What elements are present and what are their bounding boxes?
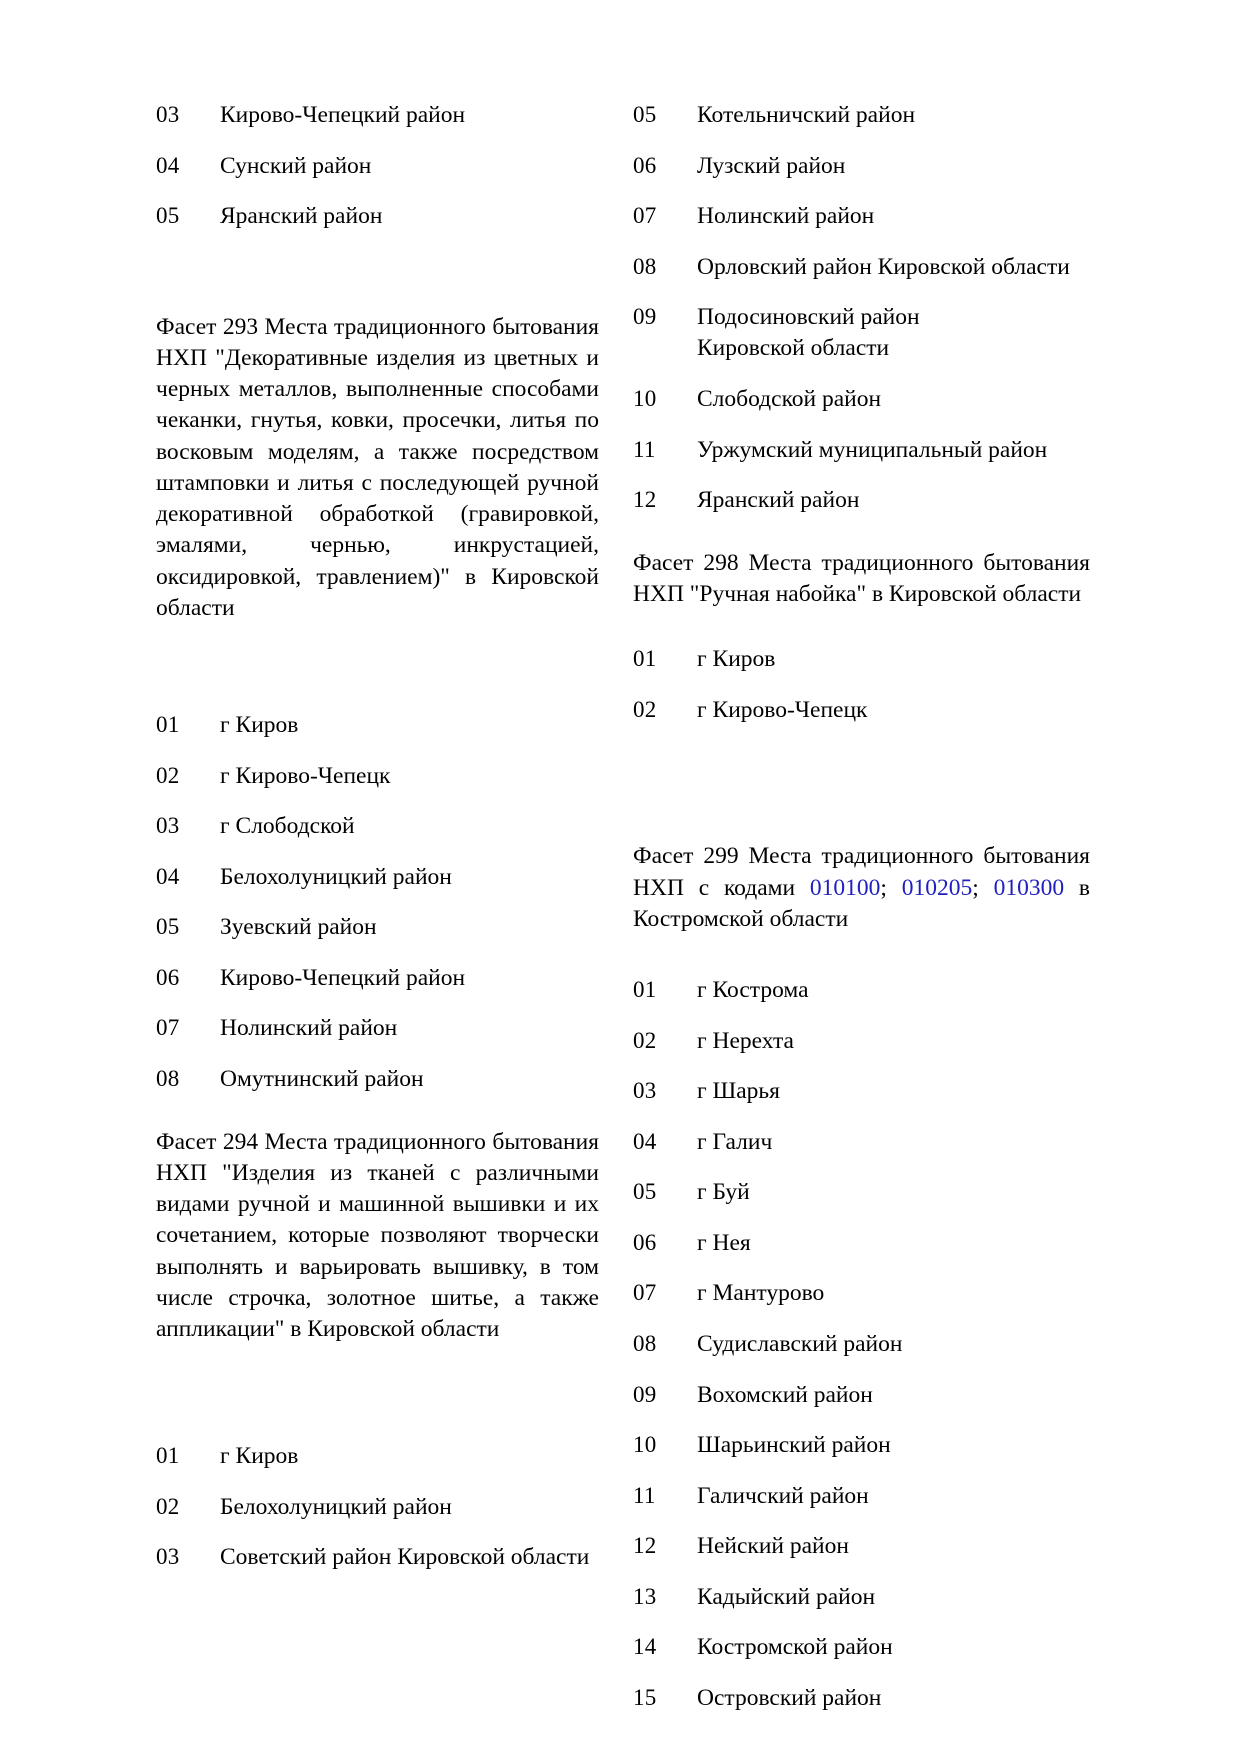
item-code: 06	[633, 152, 657, 178]
item-code: 12	[633, 487, 657, 513]
list-item	[633, 1430, 1090, 1461]
spacer	[633, 935, 1090, 975]
item-code: 02	[633, 696, 657, 722]
item-code: 10	[633, 386, 657, 412]
facet-299-heading	[633, 841, 1090, 935]
item-code: 01	[156, 1443, 180, 1469]
item-code: 11	[633, 436, 656, 462]
item-code: 12	[633, 1533, 657, 1559]
item-code: 11	[633, 1482, 656, 1508]
item-name: г Киров	[697, 646, 776, 673]
item-code: 04	[633, 1128, 657, 1154]
item-code: 02	[633, 1027, 657, 1053]
list-item	[633, 1582, 1090, 1613]
list-item	[156, 811, 599, 842]
list-item	[633, 1228, 1090, 1259]
item-name: Нолинский район	[697, 203, 875, 230]
nhp-code-1: 010100	[809, 874, 881, 901]
item-name: г Слободской	[220, 813, 355, 840]
list-item	[156, 963, 599, 994]
item-code: 05	[633, 1179, 657, 1205]
list-item	[633, 252, 1090, 283]
list-item	[156, 862, 599, 893]
item-code: 03	[633, 1078, 657, 1104]
item-name: г Нея	[697, 1229, 751, 1256]
list-item	[156, 761, 599, 792]
item-name: Яранский район	[220, 203, 383, 230]
item-name: Советский район Кировской области	[220, 1544, 590, 1571]
spacer	[633, 536, 1090, 548]
facet-294-heading: Фасет 294 Места традиционного бытования НХП "Изделия из тканей с различными видами ручной и машинной вышивки и их сочетанием, которые позволяют творчески выполнять и варьировать вышивку, в том числе строчка, золотное шитье, а также аппликации" в Кировской области	[156, 1128, 599, 1343]
item-name: Кадыйский район	[697, 1583, 876, 1610]
list-item	[633, 1177, 1090, 1208]
list-item	[633, 435, 1090, 466]
nhp-code-2: 010205	[901, 874, 973, 901]
item-name: Костромской район	[697, 1634, 893, 1661]
spacer	[633, 745, 1090, 841]
item-name: Белохолуницкий район	[220, 1493, 452, 1520]
item-name: Нолинский район	[220, 1015, 398, 1042]
item-name: Котельничский район	[697, 102, 916, 128]
item-code: 05	[156, 203, 180, 229]
item-code: 02	[156, 1493, 180, 1519]
item-code: 02	[156, 762, 180, 788]
item-code: 09	[633, 304, 657, 330]
item-name: г Киров	[220, 1443, 299, 1470]
facet-299-separator-1: ;	[880, 874, 902, 901]
item-name: г Кострома	[697, 977, 809, 1004]
list-item	[633, 1127, 1090, 1158]
spacer	[156, 1345, 599, 1441]
item-name: Уржумский муниципальный район	[697, 436, 1048, 463]
list-item	[633, 1076, 1090, 1107]
facet-299-separator-2: ;	[972, 874, 994, 901]
item-name: г Мантурово	[697, 1280, 825, 1307]
list-item	[156, 151, 599, 182]
item-code: 15	[633, 1684, 657, 1710]
list-item	[633, 975, 1090, 1006]
list-item	[156, 1064, 599, 1095]
item-code: 03	[156, 1544, 180, 1570]
item-code: 10	[633, 1432, 657, 1458]
facet-298-heading: Фасет 298 Места традиционного бытования НХП "Ручная набойка" в Кировской области	[633, 549, 1090, 608]
item-code: 14	[633, 1634, 657, 1660]
list-item	[156, 1542, 599, 1573]
list-item	[633, 1683, 1090, 1714]
item-name: Подосиновский район Кировской области	[697, 304, 920, 362]
item-name: г Галич	[697, 1128, 773, 1155]
item-name: Нейский район	[697, 1533, 849, 1560]
item-name: Судиславский район	[697, 1331, 903, 1358]
item-code: 03	[156, 102, 180, 127]
list-item	[156, 710, 599, 741]
item-code: 09	[633, 1381, 657, 1407]
item-name: Лузский район	[697, 152, 846, 179]
list-item	[633, 1531, 1090, 1562]
item-name: г Нерехта	[697, 1027, 794, 1054]
item-code: 06	[633, 1229, 657, 1255]
item-code: 08	[633, 253, 657, 279]
item-code: 01	[156, 712, 180, 738]
right-column	[623, 100, 1090, 1733]
item-code: 05	[633, 102, 657, 127]
item-code: 07	[156, 1015, 180, 1041]
item-name: г Шарья	[697, 1078, 780, 1105]
left-column	[156, 100, 623, 1593]
list-item	[633, 695, 1090, 726]
facet-299-suffix: в Костромской области	[633, 874, 1090, 932]
item-code: 08	[156, 1065, 180, 1091]
item-name: Кирово-Чепецкий район	[220, 102, 466, 128]
item-code: 06	[156, 964, 180, 990]
facet-293-heading: Фасет 293 Места традиционного бытования НХП "Декоративные изделия из цветных и черных металлов, выполненные способами чеканки, гнутья, ковки, просечки, литья по восковым моделям, а также посредством штамповки и литья с последующей ручной декоративной обработкой (гравировкой, эмалями, чернью, инкрустацией, оксидировкой, травлением)" в Кировской области	[156, 313, 599, 621]
item-name: Вохомский район	[697, 1381, 873, 1408]
list-item	[156, 912, 599, 943]
item-code: 07	[633, 1280, 657, 1306]
item-name: Орловский район Кировской области	[697, 253, 1070, 280]
item-name: Кирово-Чепецкий район	[220, 964, 466, 991]
item-code: 13	[633, 1583, 657, 1609]
list-item	[633, 1329, 1090, 1360]
list-item	[156, 1492, 599, 1523]
list-item	[633, 644, 1090, 675]
item-name: Зуевский район	[220, 914, 377, 941]
item-name: Шарьинский район	[697, 1432, 891, 1459]
item-code: 01	[633, 977, 657, 1003]
list-item	[156, 1013, 599, 1044]
item-name: Сунский район	[220, 152, 372, 179]
nhp-code-3: 010300	[993, 874, 1065, 901]
item-code: 03	[156, 813, 180, 839]
spacer	[633, 610, 1090, 644]
list-item	[633, 151, 1090, 182]
item-name: г Буй	[697, 1179, 750, 1206]
list-item	[156, 100, 599, 131]
item-code: 01	[633, 646, 657, 672]
item-name: г Киров	[220, 712, 299, 739]
item-name: г Кирово-Чепецк	[697, 696, 868, 723]
list-item	[633, 100, 1090, 131]
item-code: 04	[156, 152, 180, 178]
item-name: Яранский район	[697, 487, 860, 514]
list-item	[633, 1632, 1090, 1663]
list-item	[633, 1026, 1090, 1057]
item-name: Белохолуницкий район	[220, 863, 452, 890]
list-item	[633, 485, 1090, 516]
list-item	[633, 1481, 1090, 1512]
spacer	[156, 624, 599, 710]
item-code: 04	[156, 863, 180, 889]
list-item	[156, 201, 599, 232]
list-item	[156, 1441, 599, 1472]
item-code: 08	[633, 1331, 657, 1357]
item-code: 07	[633, 203, 657, 229]
list-item	[633, 384, 1090, 415]
item-name: Галичский район	[697, 1482, 869, 1509]
list-item	[633, 1380, 1090, 1411]
item-code: 05	[156, 914, 180, 940]
item-name: Слободской район	[697, 386, 882, 413]
item-name: Островский район	[697, 1684, 882, 1711]
spacer	[156, 1115, 599, 1127]
two-column-layout	[156, 100, 1090, 1733]
list-item	[633, 1278, 1090, 1309]
item-name: г Кирово-Чепецк	[220, 762, 391, 789]
list-item	[633, 201, 1090, 232]
facet-299-prefix: Фасет 299 Места традиционного бытования НХП с кодами	[633, 843, 1090, 901]
list-item	[633, 302, 1090, 364]
spacer	[156, 252, 599, 312]
item-name: Омутнинский район	[220, 1065, 424, 1092]
